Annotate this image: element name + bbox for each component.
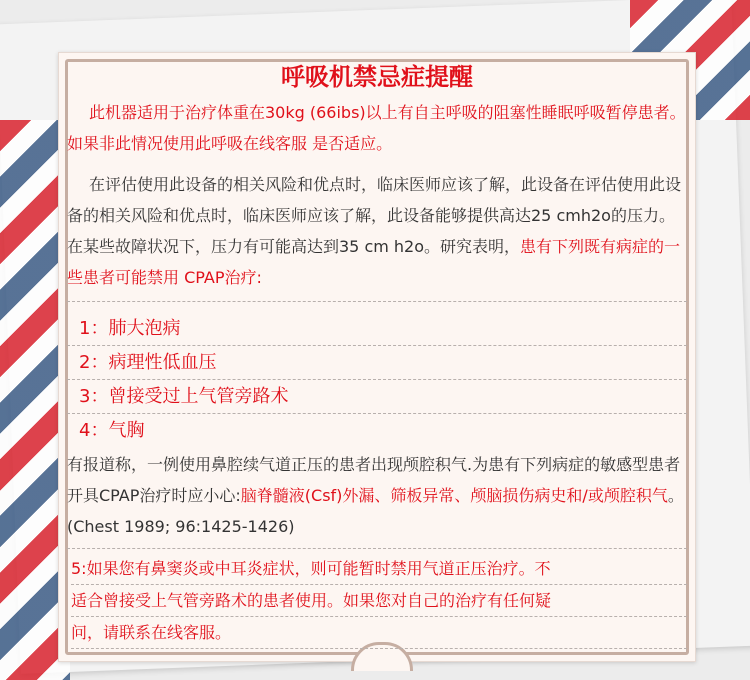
paragraph-text: 是否适应。: [307, 134, 393, 153]
list-item: 4：气胸: [79, 420, 145, 441]
list-item: 3：曾接受过上气管旁路术: [67, 380, 687, 414]
notice-content: [67, 57, 687, 649]
paragraph-text: 此机器适用于治疗体重在30kg (66ibs)以上有自主呼吸的阻塞性睡眠呼吸暂停患者。如果非此情况使用此呼吸: [67, 103, 686, 153]
paragraph-report: [67, 449, 687, 542]
paragraph-text-highlight: 患有下列既有病症的一些患者可能禁用 CPAP治疗:: [67, 237, 681, 287]
warning-line: 适合曾接受上气管旁路术的患者使用。如果您对自己的治疗有任何疑: [71, 585, 687, 617]
page-title: 呼吸机禁忌症提醒: [281, 63, 473, 91]
warning-line: 5:如果您有鼻窦炎或中耳炎症状，则可能暂时禁用气道正压治疗。不: [71, 553, 687, 585]
warning-line: 问，请联系在线客服。: [71, 617, 687, 649]
contraindication-list: [67, 312, 687, 447]
paragraph-warning: [67, 553, 687, 649]
notice-card: [58, 52, 696, 662]
divider: [67, 301, 687, 302]
paragraph-text: 有报道称，一例使用鼻腔续气道正压的患者出现颅腔积气.为患有下列病症的敏感型患者开具CPAP治疗时应小心:: [67, 455, 681, 505]
paragraph-text: 在评估使用此设备的相关风险和优点时，临床医师应该了解，此设备在评估使用此设备的相关风险和优点时，临床医师应该了解，此设备能够提供高达25 cmh2o的压力。在某些故障状况下，压力有可能高达到35 cm h2o。研究表明，: [67, 175, 682, 256]
paragraph-applicability: [67, 97, 687, 159]
paragraph-text-highlight: 脑脊髓液(Csf)外漏、筛板异常、颅脑损伤病史和/或颅腔积气: [240, 486, 668, 505]
list-item: 2：病理性低血压: [67, 346, 687, 380]
paragraph-risk: [67, 169, 687, 293]
paragraph-text: 。(Chest 1989; 96:1425-1426): [67, 486, 684, 536]
list-item: 1：肺大泡病: [67, 312, 687, 346]
divider: [67, 548, 687, 549]
customer-service-link[interactable]: 在线客服: [243, 134, 308, 153]
